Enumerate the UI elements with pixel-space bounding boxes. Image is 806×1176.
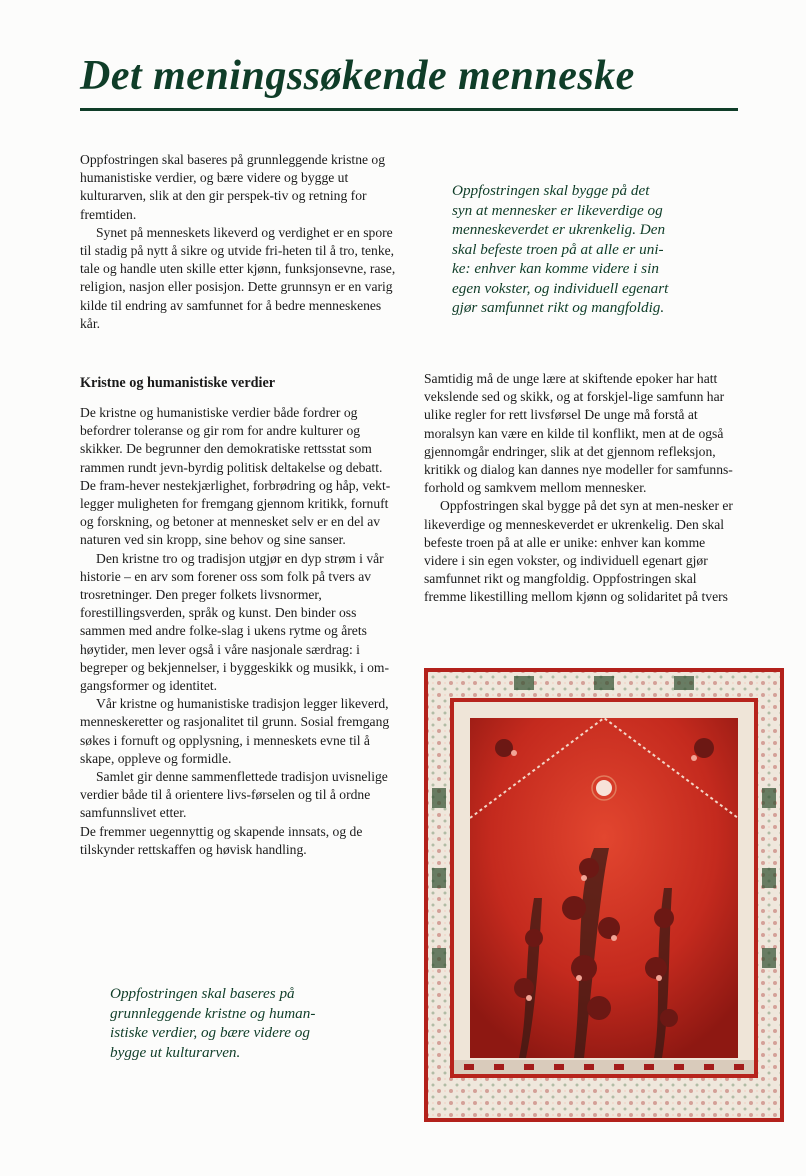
- pull-quote-bottom: [110, 984, 368, 1062]
- body-paragraph: Samlet gir denne sammenflettede tradisjon uvisnelige verdier både til å orientere livs-førselen og til å ordne samfunnslivet etter.: [80, 769, 388, 821]
- quote-line: menneskeverdet er ukrenkelig. Den: [452, 221, 666, 238]
- textile-illustration: [424, 668, 784, 1122]
- quote-line: Oppfostringen skal bygge på det: [452, 182, 650, 199]
- quote-line: Oppfostringen skal baseres på: [110, 985, 295, 1002]
- quote-line: skal befeste troen på at alle er uni-: [452, 240, 664, 258]
- body-paragraph: Den kristne tro og tradisjon utgjør en dyp strøm i vår historie – en arv som forener oss som folk på tvers av trosretninger. Den preger folkets livsnormer, forestillingsverden, språk og kunst. Den binder oss sammen med andre folke-slag i ukens rytme og årets høytider, men lever også i våre nasjonale særdrag: i begreper og bekjennelser, i byggeskikk og musikk, i om-gangsformer og identitet.: [80, 550, 390, 694]
- quote-line: egen vokster, og individuell egenart: [452, 279, 669, 297]
- body-paragraph: Samtidig må de unge lære at skiftende epoker har hatt vekslende sed og skikk, og at forskjel-lige samfunn har ulike regler for rett livsførsel De unge må forstå at moralsyn kan være en kilde til konflikt, men at de også gjennomgår endringer, slik at det gjennom refleksjon, kritikk og dialog kan dannes nye modeller for samfunns-forhold og samkvem mellom mennesker.: [424, 371, 733, 496]
- body-paragraph: Oppfostringen skal bygge på det syn at men-nesker er likeverdige og menneskeverdet er ukrenkelig. Den skal befeste troen på at alle er unike: enhver kan komme videre i sin egen vokster, og individuell egenart gjør samfunnet rikt og mangfoldig. Oppfostringen skal fremme likestilling mellom kjønn og solidaritet på tvers: [424, 498, 733, 605]
- body-paragraph: Vår kristne og humanistiske tradisjon legger likeverd, menneskeretter og rasjonalitet til grunn. Sosial fremgang søkes i fornuft og opplysning, i menneskets evne til å skape, oppleve og formidle.: [80, 696, 390, 766]
- intro-paragraph-2: Synet på menneskets likeverd og verdighet er en spore til stadig på nytt å sikre og utvide fri-heten til å tro, tenke, tale og handle uten skille etter kjønn, funksjonsevne, rase, religion, nasjon eller posisjon. Dette grunnsyn er en varig kilde til endring av samfunnet for å bedre menneskenes kår.: [80, 224, 396, 331]
- pull-quote-top: [452, 181, 718, 318]
- quote-line: bygge ut kulturarven.: [110, 1043, 241, 1061]
- embroidered-textile-image: [424, 668, 784, 1122]
- quote-line: gjør samfunnet rikt og mangfoldig.: [452, 299, 665, 316]
- body-paragraph: De fremmer uegennyttig og skapende innsats, og de tilskynder rettskaffen og høvisk handling.: [80, 823, 363, 857]
- intro-text: [80, 151, 398, 333]
- intro-paragraph-1: Oppfostringen skal baseres på grunnleggende kristne og humanistiske verdier, og bære videre og bygge ut kulturarven, slik at den gir perspek-tiv og retning for fremtiden.: [80, 152, 386, 222]
- left-column-text: [80, 404, 398, 859]
- quote-line: grunnleggende kristne og human-: [110, 1004, 316, 1022]
- body-paragraph: De kristne og humanistiske verdier både fordrer og befordrer toleranse og gir rom for andre kulturer og skikker. De begrunner den demokratiske rettsstat som rammen rundt jevn-byrdig politisk deltakelse og debatt. De fram-hever nestekjærlighet, forbrødring og håp, vekt-legger muligheten for fremgang gjennom kritikk, fornuft og forskning, og betoner at mennesket selv er en del av naturen ved sin kropp, sine behov og sine sanser.: [80, 405, 391, 548]
- quote-line: ke: enhver kan komme videre i sin: [452, 260, 659, 277]
- quote-line: syn at mennesker er likeverdige og: [452, 201, 663, 219]
- page-title: Det meningssøkende menneske: [80, 53, 635, 99]
- right-column-text: [424, 370, 742, 607]
- quote-line: istiske verdier, og bære videre og: [110, 1024, 310, 1041]
- title-rule: [80, 108, 738, 111]
- section-heading: Kristne og humanistiske verdier: [80, 375, 276, 391]
